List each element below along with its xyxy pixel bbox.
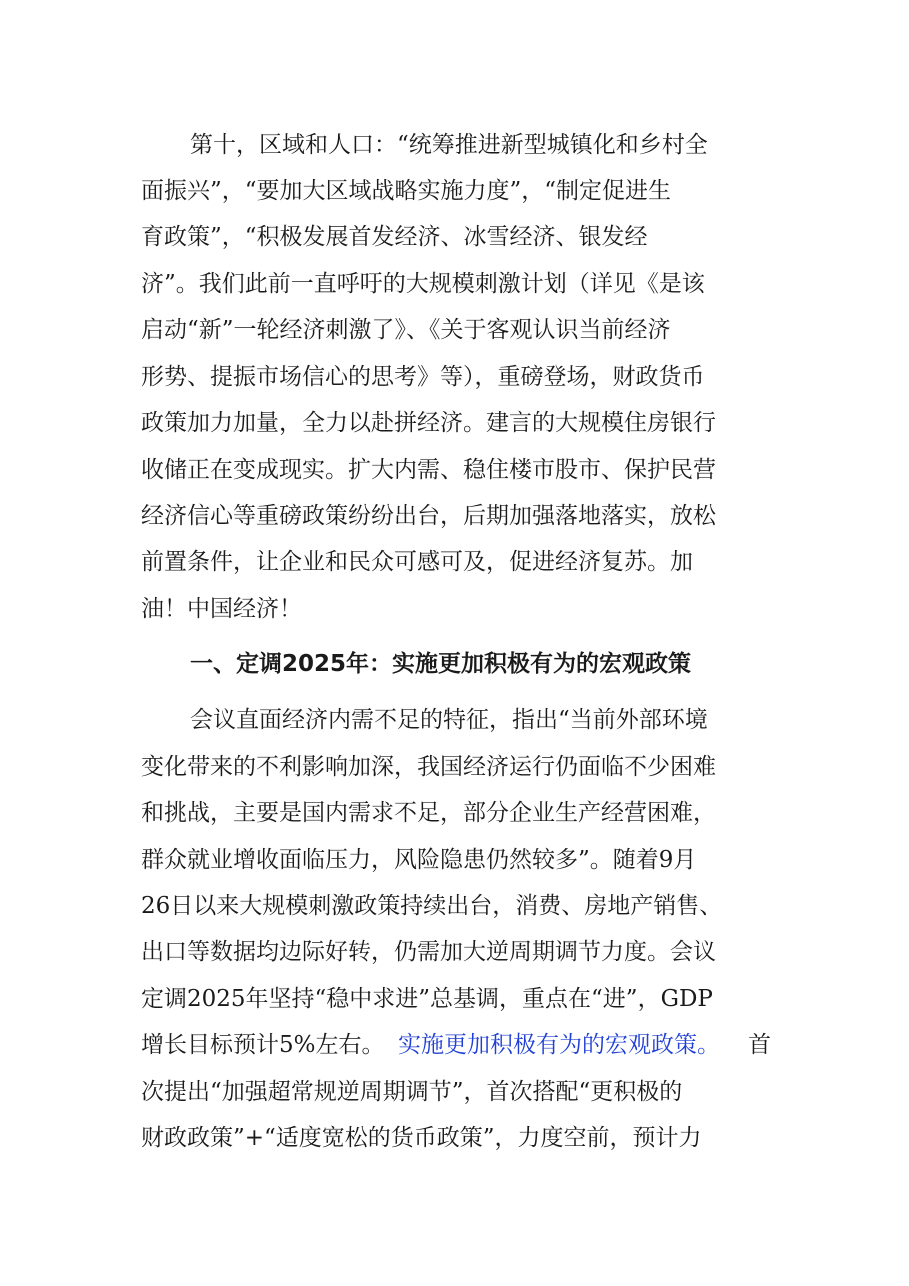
section-heading-text: 一、定调2025年：实施更加积极有为的宏观政策 — [190, 651, 692, 677]
paragraph-1-line-4 — [0, 269, 909, 299]
paragraph-1-line-3-text: 育政策”，“积极发展首发经济、冰雪经济、银发经 — [141, 224, 648, 250]
paragraph-1-line-6 — [0, 362, 909, 392]
paragraph-2-line-1-text: 会议直面经济内需不足的特征，指出“当前外部环境 — [190, 707, 708, 733]
paragraph-2-line-7 — [0, 984, 909, 1014]
paragraph-1-line-1-text: 第十，区域和人口：“统筹推进新型城镇化和乡村全 — [190, 132, 708, 158]
paragraph-1-line-6-text: 形势、提振市场信心的思考》等），重磅登场，财政货币 — [141, 364, 705, 390]
paragraph-1-line-9-text: 经济信心等重磅政策纷纷出台，后期加强落地落实，放松 — [141, 503, 716, 529]
paragraph-1-line-2-text: 面振兴”，“要加大区域战略实施力度”，“制定促进生 — [141, 178, 672, 204]
paragraph-1-line-7 — [0, 408, 909, 438]
paragraph-2-line-5-text: 26日以来大规模刺激政策持续出台，消费、房地产销售、 — [141, 893, 723, 919]
paragraph-1-line-1 — [0, 130, 909, 160]
paragraph-1-line-10-text: 前置条件，让企业和民众可感可及，促进经济复苏。加 — [141, 549, 693, 575]
paragraph-2-line-8-tail: 首 — [748, 1032, 771, 1058]
paragraph-2-line-9-text: 次提出“加强超常规逆周期调节”，首次搭配“更积极的 — [141, 1079, 683, 1105]
paragraph-2-line-10-text: 财政政策”+“适度宽松的货币政策”，力度空前，预计力 — [141, 1125, 702, 1151]
paragraph-2-line-7-text: 定调2025年坚持“稳中求进”总基调，重点在“进”，GDP — [141, 986, 713, 1012]
paragraph-1-line-7-text: 政策加力加量，全力以赴拼经济。建言的大规模住房银行 — [141, 410, 716, 436]
paragraph-2-line-2 — [0, 752, 909, 782]
paragraph-2-line-3 — [0, 798, 909, 828]
paragraph-1-line-10 — [0, 547, 909, 577]
highlighted-policy-text: 实施更加积极有为的宏观政策。 — [398, 1032, 720, 1058]
paragraph-2-line-9 — [0, 1077, 909, 1107]
paragraph-2-line-2-text: 变化带来的不利影响加深，我国经济运行仍面临不少困难 — [141, 754, 716, 780]
paragraph-2-line-6-text: 出口等数据均边际好转，仍需加大逆周期调节力度。会议 — [141, 939, 716, 965]
paragraph-1-line-2 — [0, 176, 909, 206]
section-heading — [0, 649, 909, 679]
paragraph-1-line-11 — [0, 594, 909, 624]
paragraph-1-line-4-text: 济”。我们此前一直呼吁的大规模刺激计划（详见《是该 — [141, 271, 705, 297]
paragraph-1-line-8 — [0, 455, 909, 485]
paragraph-2-line-3-text: 和挑战，主要是国内需求不足，部分企业生产经营困难， — [141, 800, 716, 826]
paragraph-2-line-4-text: 群众就业增收面临压力，风险隐患仍然较多”。随着9月 — [141, 847, 697, 873]
paragraph-2-line-8 — [0, 1030, 909, 1060]
paragraph-1-line-9 — [0, 501, 909, 531]
paragraph-2-line-8-text: 增长目标预计5%左右。 — [141, 1032, 385, 1058]
paragraph-2-line-5 — [0, 891, 909, 921]
paragraph-1-line-3 — [0, 222, 909, 252]
paragraph-2-line-10 — [0, 1123, 909, 1153]
paragraph-1-line-8-text: 收储正在变成现实。扩大内需、稳住楼市股市、保护民营 — [141, 457, 716, 483]
paragraph-1-line-5-text: 启动“新”一轮经济刺激了》、《关于客观认识当前经济 — [141, 317, 671, 343]
paragraph-1-line-11-text: 油！中国经济！ — [141, 596, 302, 622]
paragraph-2-line-1 — [0, 705, 909, 735]
paragraph-2-line-4 — [0, 845, 909, 875]
paragraph-1-line-5 — [0, 315, 909, 345]
paragraph-2-line-6 — [0, 937, 909, 967]
